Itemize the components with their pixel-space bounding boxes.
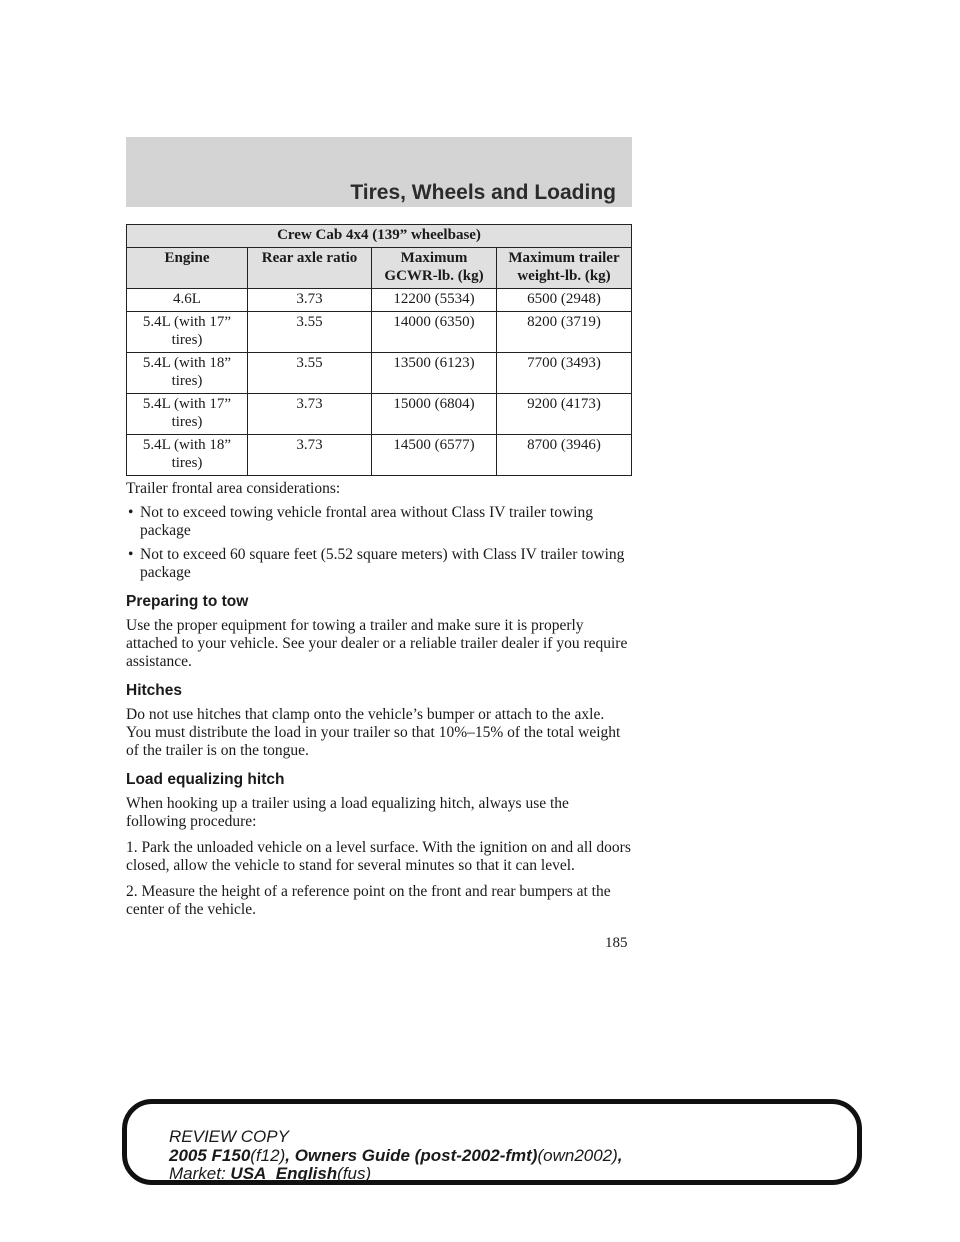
cell-engine: 5.4L (with 18” tires) xyxy=(127,435,248,476)
cell-trailer-weight: 6500 (2948) xyxy=(497,289,632,312)
cell-engine: 5.4L (with 18” tires) xyxy=(127,353,248,394)
review-copy-label: REVIEW COPY xyxy=(169,1127,289,1146)
cell-axle-ratio: 3.73 xyxy=(248,289,372,312)
section-title: Tires, Wheels and Loading xyxy=(350,181,616,204)
cell-gcwr: 13500 (6123) xyxy=(372,353,497,394)
heading-preparing-to-tow: Preparing to tow xyxy=(126,593,249,610)
cell-gcwr: 15000 (6804) xyxy=(372,394,497,435)
column-header-rear-axle-ratio: Rear axle ratio xyxy=(248,248,372,289)
document-info-line xyxy=(169,1146,623,1165)
frontal-area-intro: Trailer frontal area considerations: xyxy=(126,480,341,497)
cell-gcwr: 12200 (5534) xyxy=(372,289,497,312)
table-row xyxy=(127,289,632,312)
cell-engine: 5.4L (with 17” tires) xyxy=(127,394,248,435)
cell-engine: 5.4L (with 17” tires) xyxy=(127,312,248,353)
cell-axle-ratio: 3.73 xyxy=(248,435,372,476)
section-header-band xyxy=(126,137,632,207)
column-header-max-gcwr: Maximum GCWR-lb. (kg) xyxy=(372,248,497,289)
guide-code: (own2002) xyxy=(537,1146,618,1165)
list-item-text: Not to exceed 60 square feet (5.52 square meters) with Class IV trailer towing package xyxy=(140,546,625,581)
market-name: USA_English xyxy=(230,1164,338,1183)
paragraph: Use the proper equipment for towing a trailer and make sure it is properly attached to your vehicle. See your dealer or a reliable trailer dealer if you require assistance. xyxy=(126,617,628,670)
heading-hitches: Hitches xyxy=(126,682,182,699)
frontal-area-list xyxy=(126,504,632,582)
cell-trailer-weight: 7700 (3493) xyxy=(497,353,632,394)
column-header-max-trailer-weight: Maximum trailer weight-lb. (kg) xyxy=(497,248,632,289)
cell-axle-ratio: 3.55 xyxy=(248,312,372,353)
model-name: 2005 F150 xyxy=(169,1146,251,1165)
table-row xyxy=(127,394,632,435)
guide-name: , Owners Guide (post-2002-fmt) xyxy=(285,1146,538,1165)
table-row xyxy=(127,312,632,353)
market-code: (fus) xyxy=(337,1164,372,1183)
paragraph: When hooking up a trailer using a load equalizing hitch, always use the following procedure: xyxy=(126,795,569,830)
body-text xyxy=(126,480,632,919)
table-caption: Crew Cab 4x4 (139” wheelbase) xyxy=(127,225,632,248)
cell-trailer-weight: 8200 (3719) xyxy=(497,312,632,353)
cell-gcwr: 14000 (6350) xyxy=(372,312,497,353)
column-header-engine: Engine xyxy=(127,248,248,289)
market-line xyxy=(169,1164,371,1183)
cell-axle-ratio: 3.73 xyxy=(248,394,372,435)
towing-spec-table xyxy=(126,224,632,476)
cell-axle-ratio: 3.55 xyxy=(248,353,372,394)
separator-comma: , xyxy=(617,1146,623,1165)
table-row xyxy=(127,435,632,476)
paragraph: Do not use hitches that clamp onto the vehicle’s bumper or attach to the axle. You must distribute the load in your trailer so that 10%–15% of the total weight of the trailer is on the tongue. xyxy=(126,706,621,759)
list-item xyxy=(126,546,632,582)
cell-gcwr: 14500 (6577) xyxy=(372,435,497,476)
page-content xyxy=(126,224,632,927)
market-label: Market: xyxy=(169,1164,226,1183)
page-number: 185 xyxy=(605,935,628,951)
bullet-icon: • xyxy=(128,504,134,521)
cell-trailer-weight: 9200 (4173) xyxy=(497,394,632,435)
review-copy-footer xyxy=(122,1099,862,1185)
model-code: (f12) xyxy=(250,1146,286,1165)
paragraph-step-2: 2. Measure the height of a reference point on the front and rear bumpers at the center of the vehicle. xyxy=(126,883,611,918)
heading-load-equalizing-hitch: Load equalizing hitch xyxy=(126,771,285,788)
list-item xyxy=(126,504,632,540)
bullet-icon: • xyxy=(128,546,134,563)
list-item-text: Not to exceed towing vehicle frontal area without Class IV trailer towing package xyxy=(140,504,593,539)
paragraph-step-1: 1. Park the unloaded vehicle on a level surface. With the ignition on and all doors closed, allow the vehicle to stand for several minutes so that it can level. xyxy=(126,839,631,874)
table-row xyxy=(127,353,632,394)
cell-engine: 4.6L xyxy=(127,289,248,312)
cell-trailer-weight: 8700 (3946) xyxy=(497,435,632,476)
